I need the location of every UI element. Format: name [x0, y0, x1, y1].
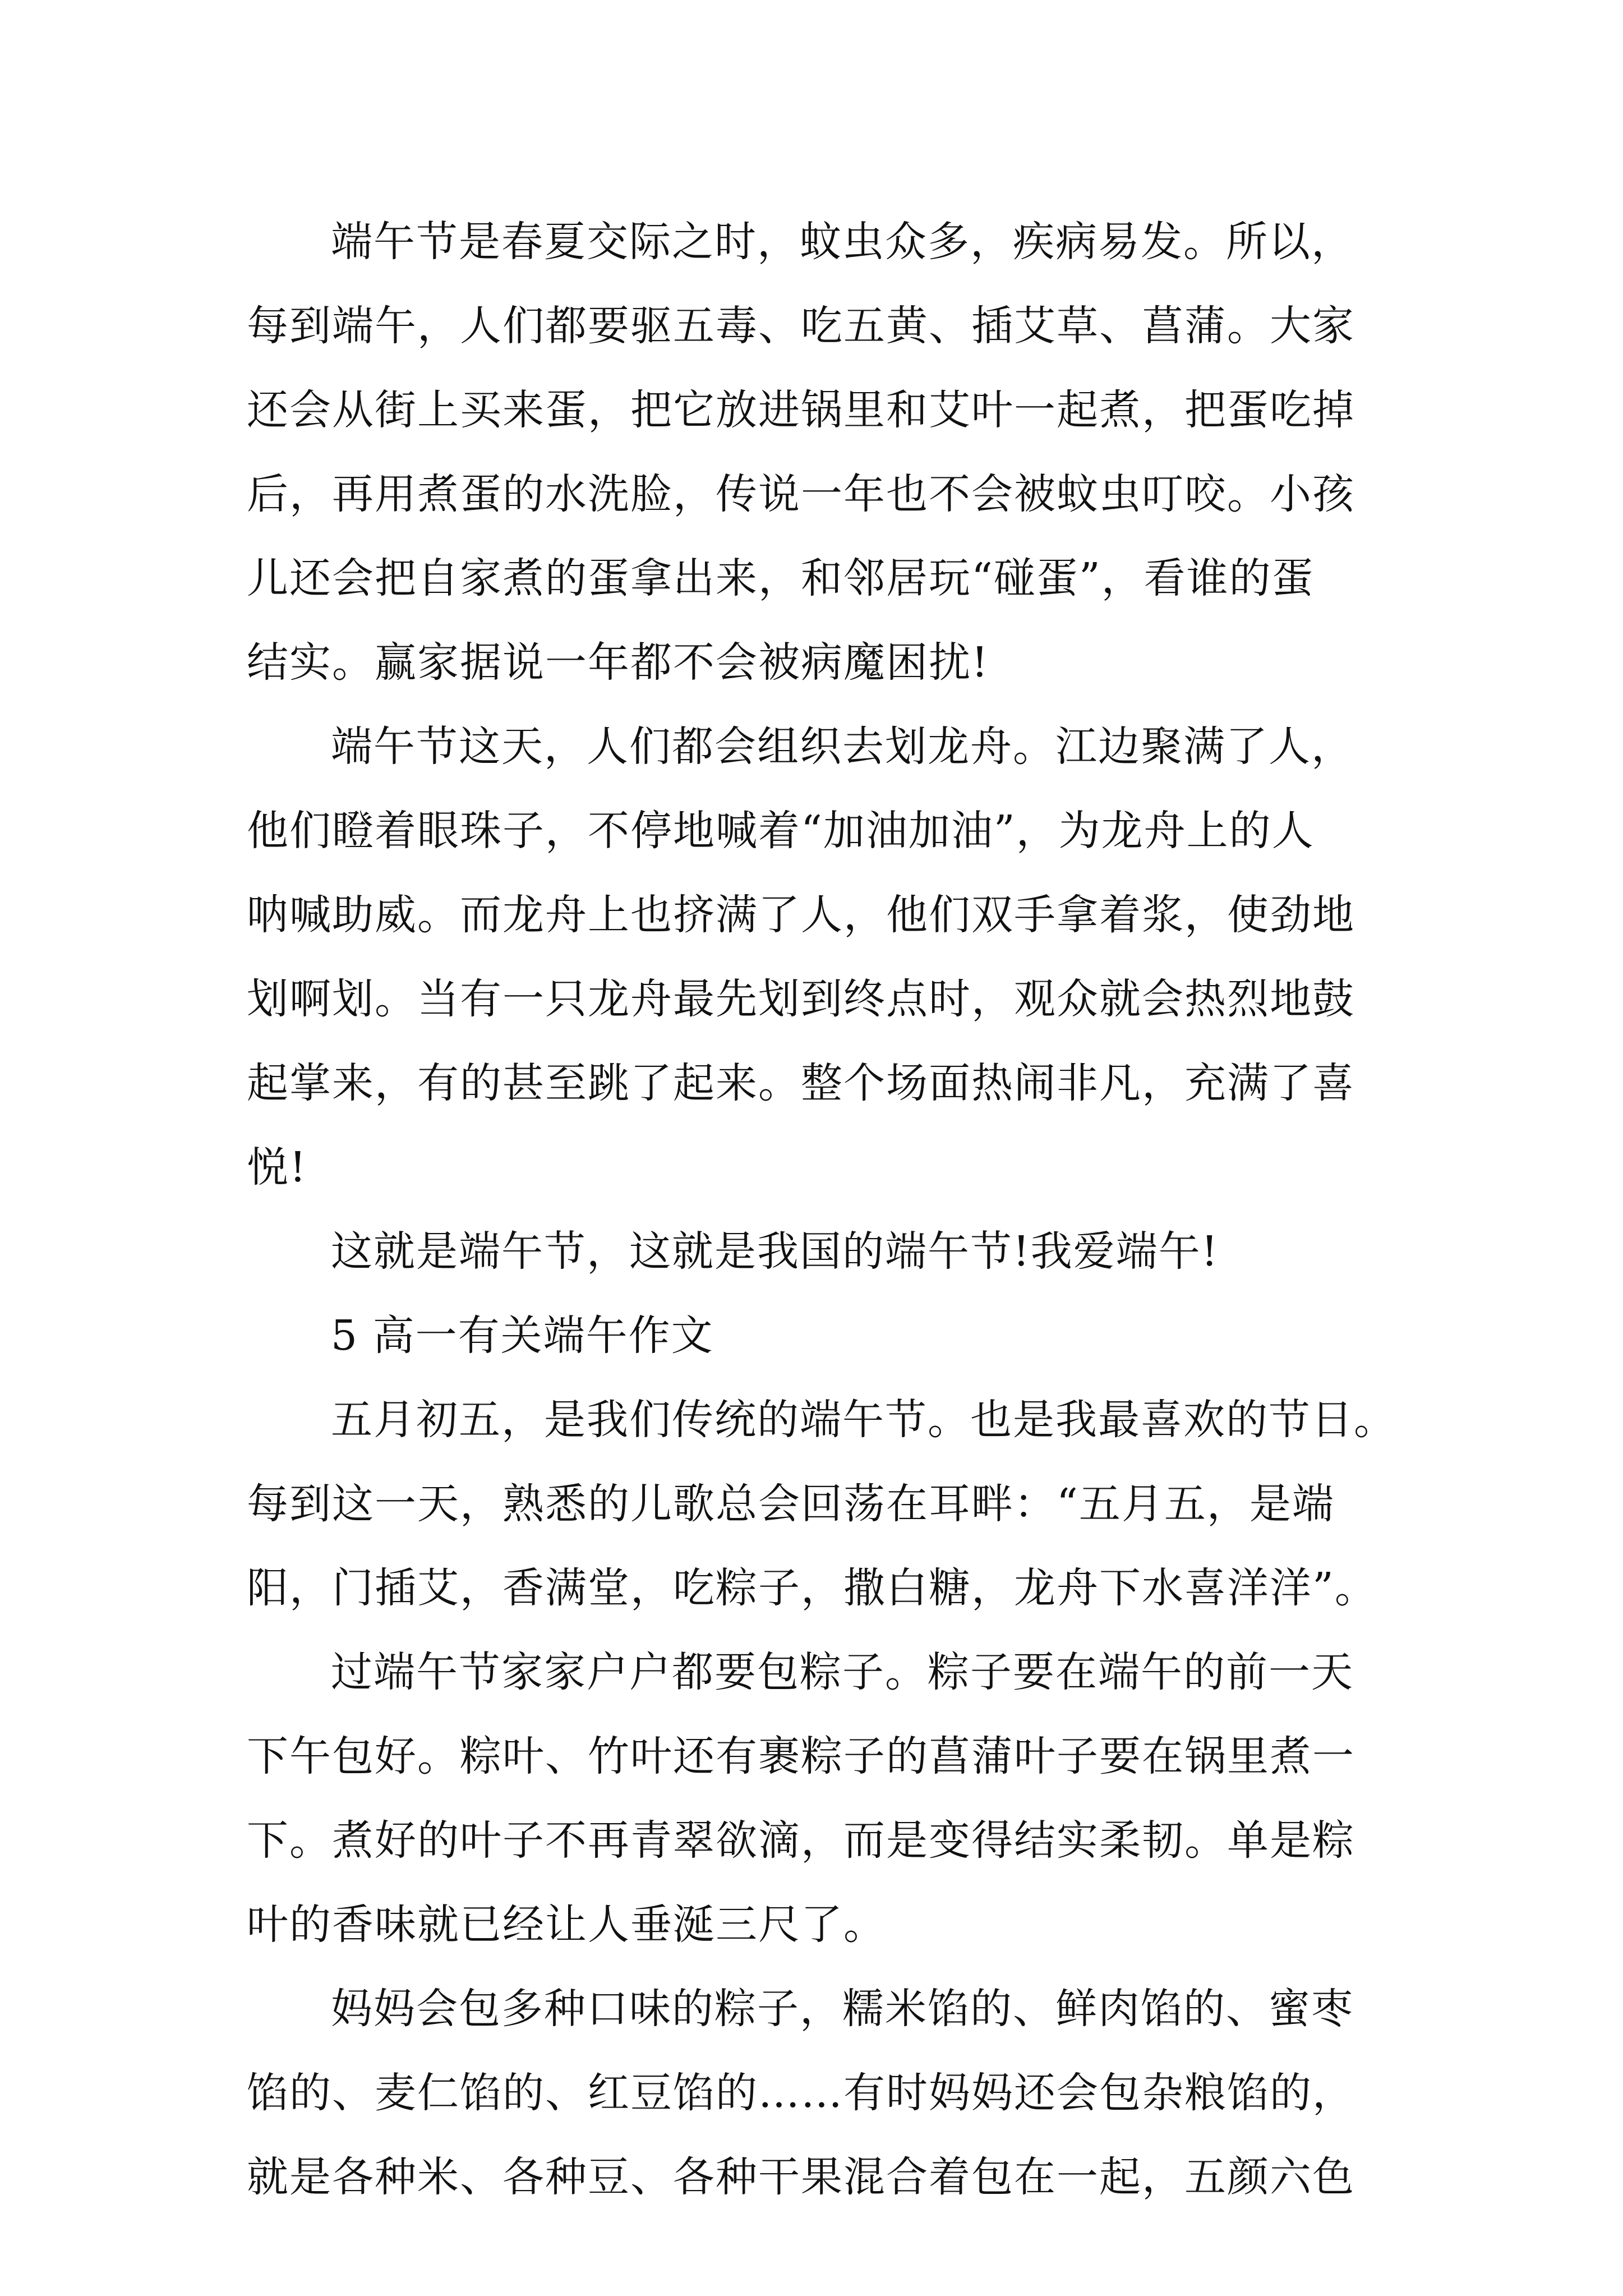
paragraph-line: 每到端午，人们都要驱五毒、吃五黄、插艾草、菖蒲。大家	[247, 302, 1355, 350]
paragraph-line: 阳，门插艾，香满堂，吃粽子，撒白糖，龙舟下水喜洋洋”。	[247, 1564, 1377, 1612]
section-title: 5 高一有关端午作文	[331, 1312, 714, 1360]
paragraph-line: 端午节这天，人们都会组织去划龙舟。江边聚满了人，	[331, 723, 1354, 771]
paragraph-line: 端午节是春夏交际之时，蚊虫众多，疾病易发。所以，	[331, 218, 1354, 266]
paragraph-line: 五月初五，是我们传统的端午节。也是我最喜欢的节日。	[331, 1396, 1396, 1444]
paragraph-line: 馅的、麦仁馅的、红豆馅的……有时妈妈还会包杂粮馅的，	[247, 2069, 1355, 2117]
paragraph-line: 就是各种米、各种豆、各种干果混合着包在一起，五颜六色	[247, 2153, 1355, 2201]
paragraph-line: 下。煮好的叶子不再青翠欲滴，而是变得结实柔韧。单是粽	[247, 1816, 1355, 1865]
paragraph-line: 结实。赢家据说一年都不会被病魔困扰!	[247, 638, 989, 687]
paragraph-line: 呐喊助威。而龙舟上也挤满了人，他们双手拿着浆，使劲地	[247, 891, 1355, 939]
paragraph-line: 叶的香味就已经让人垂涎三尺了。	[247, 1901, 886, 1949]
paragraph-line: 起掌来，有的甚至跳了起来。整个场面热闹非凡，充满了喜	[247, 1059, 1355, 1107]
document-body	[247, 200, 1396, 2219]
paragraph-line: 这就是端午节，这就是我国的端午节!我爱端午!	[331, 1227, 1219, 1276]
paragraph-line: 妈妈会包多种口味的粽子，糯米馅的、鲜肉馅的、蜜枣	[331, 1985, 1354, 2033]
paragraph-line: 过端午节家家户户都要包粽子。粽子要在端午的前一天	[331, 1648, 1354, 1696]
paragraph-line: 划啊划。当有一只龙舟最先划到终点时，观众就会热烈地鼓	[247, 975, 1355, 1023]
paragraph-line: 下午包好。粽叶、竹叶还有裹粽子的菖蒲叶子要在锅里煮一	[247, 1732, 1355, 1780]
paragraph-line: 后，再用煮蛋的水洗脸，传说一年也不会被蚊虫叮咬。小孩	[247, 470, 1355, 518]
paragraph-line: 还会从街上买来蛋，把它放进锅里和艾叶一起煮，把蛋吃掉	[247, 386, 1355, 434]
paragraph-line: 悦!	[247, 1143, 307, 1191]
paragraph-line: 每到这一天，熟悉的儿歌总会回荡在耳畔：“五月五，是端	[247, 1480, 1335, 1528]
paragraph-line: 他们瞪着眼珠子，不停地喊着“加油加油”，为龙舟上的人	[247, 807, 1315, 855]
paragraph-line: 儿还会把自家煮的蛋拿出来，和邻居玩“碰蛋”，看谁的蛋	[247, 554, 1315, 602]
